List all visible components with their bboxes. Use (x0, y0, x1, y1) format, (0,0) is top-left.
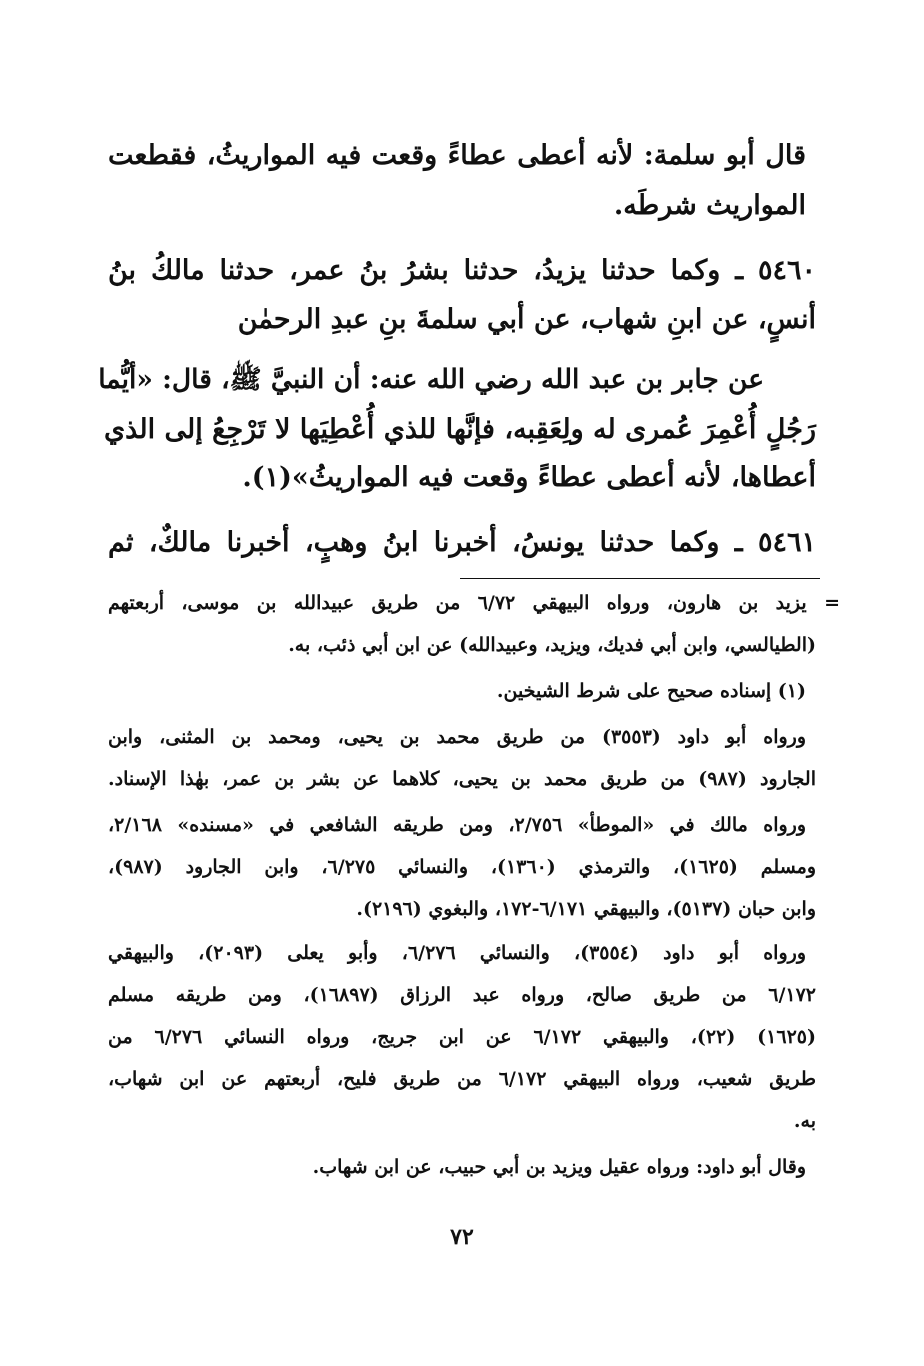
footnote-line-5: الجارود (٩٨٧) من طريق محمد بن يحيى، كلاهما عن بشر بن عمر، بهٰذا الإسناد. (108, 768, 816, 790)
footnote-line-10: ٦/١٧٢ من طريق صالح، ورواه عبد الرزاق (١٦٨٩٧)، ومن طريقه مسلم (108, 984, 816, 1006)
footnote-line-1: = يزيد بن هارون، ورواه البيهقي ٦/٧٢ من طريق عبيدالله بن موسى، أربعتهم (108, 592, 840, 614)
footnote-line-11: (١٦٢٥) (٢٢)، والبيهقي ٦/١٧٢ عن ابن جريج، ورواه النسائي ٦/٢٧٦ من (108, 1026, 816, 1048)
footnote-line-4: ورواه أبو داود (٣٥٥٣) من طريق محمد بن يحيى، ومحمد بن المثنى، وابن (108, 726, 807, 748)
footnote-separator (460, 578, 820, 579)
main-line-7: أعطاها، لأنه أعطى عطاءً وقعت فيه المواريثُ»(١). (242, 462, 816, 493)
footnote-line-7: ومسلم (١٦٢٥)، والترمذي (١٣٦٠)، والنسائي ٦/٢٧٥، وابن الجارود (٩٨٧)، (108, 856, 816, 878)
main-line-4: أنسٍ، عن ابنِ شهاب، عن أبي سلمةَ بنِ عبدِ الرحمٰن (237, 304, 816, 335)
main-line-2: المواريث شرطَه. (613, 190, 806, 221)
footnote-line-6: ورواه مالك في «الموطأ» ٢/٧٥٦، ومن طريقه الشافعي في «مسنده» ٢/١٦٨، (108, 814, 806, 836)
footnote-line-9: ورواه أبو داود (٣٥٥٤)، والنسائي ٦/٢٧٦، وأبو يعلى (٢٠٩٣)، والبيهقي (108, 942, 806, 964)
main-line-3: ٥٤٦٠ ـ وكما حدثنا يزيدُ، حدثنا بشرُ بنُ عمر، حدثنا مالكُ بنُ (108, 255, 816, 286)
footnote-line-12: طريق شعيب، ورواه البيهقي ٦/١٧٢ من طريق فليح، أربعتهم عن ابن شهاب، (108, 1068, 817, 1090)
footnote-line-8: وابن حبان (٥١٣٧)، والبيهقي ٦/١٧١-١٧٢، والبغوي (٢١٩٦). (356, 898, 816, 920)
page-number: ٧٢ (450, 1224, 474, 1250)
footnote-line-13: به. (793, 1110, 816, 1132)
main-line-6: رَجُلٍ أُعْمِرَ عُمرى له ولِعَقِبه، فإنَّها للذي أُعْطِيَها لا تَرْجِعُ إلى الذي (104, 414, 816, 445)
main-line-8: ٥٤٦١ ـ وكما حدثنا يونسُ، أخبرنا ابنُ وهبٍ، أخبرنا مالكٌ، ثم (108, 527, 816, 558)
main-line-5: عن جابر بن عبد الله رضي الله عنه: أن النبيَّ ﷺ، قال: «أيُّما (98, 364, 764, 395)
footnote-line-14: وقال أبو داود: ورواه عقيل ويزيد بن أبي حبيب، عن ابن شهاب. (312, 1156, 806, 1178)
footnote-line-2: (الطيالسي، وابن أبي فديك، ويزيد، وعبيدالله) عن ابن أبي ذئب، به. (288, 634, 816, 656)
main-line-1: قال أبو سلمة: لأنه أعطى عطاءً وقعت فيه المواريثُ، فقطعت (108, 140, 806, 171)
footnote-line-3: (١) إسناده صحيح على شرط الشيخين. (496, 680, 806, 702)
